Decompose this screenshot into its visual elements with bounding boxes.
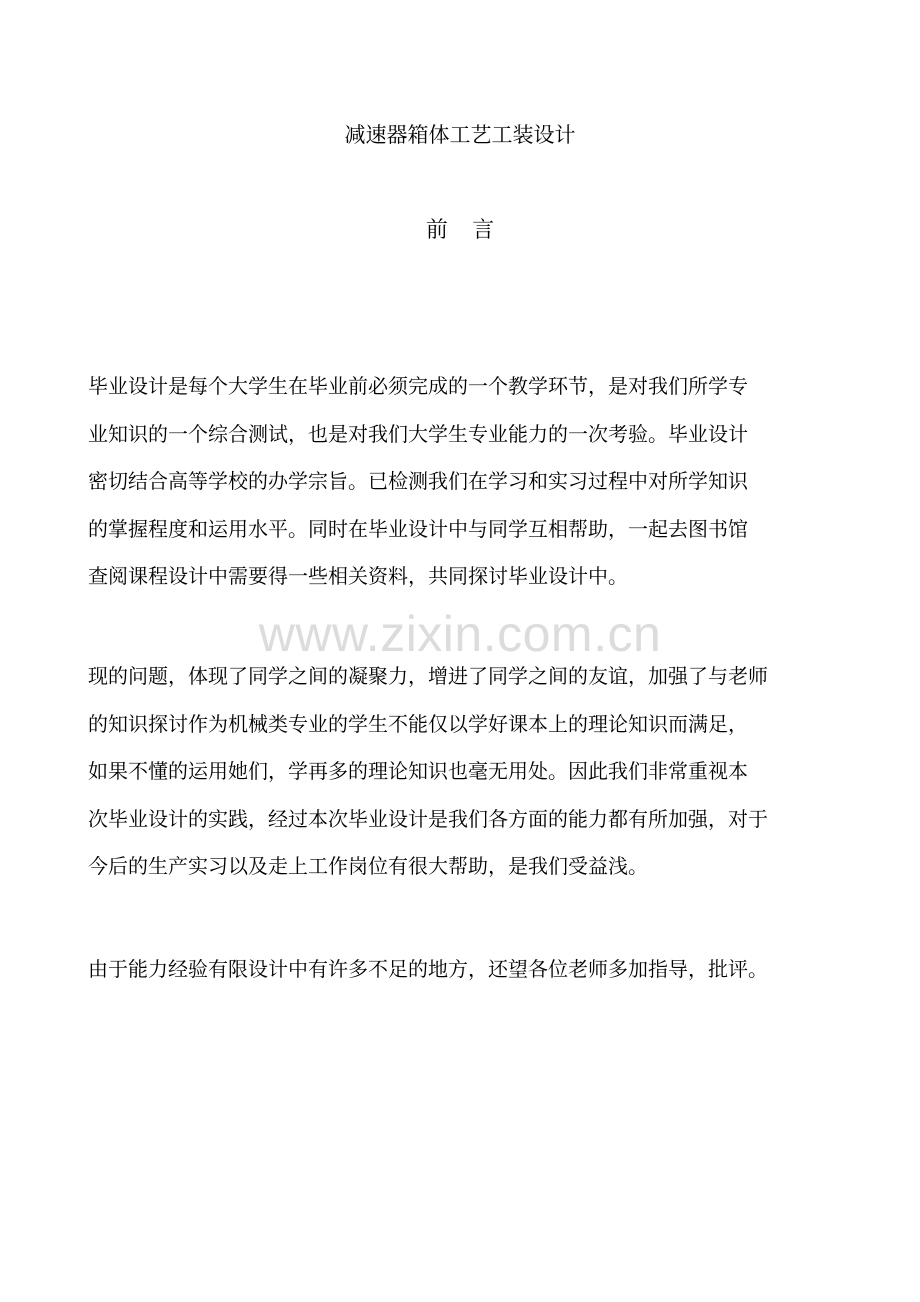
paragraph-line: 业知识的一个综合测试，也是对我们大学生专业能力的一次考验。毕业设计 <box>88 421 748 446</box>
watermark: www.zixin.com.cn <box>258 606 662 662</box>
paragraph-1 <box>88 363 836 601</box>
paragraph-line: 毕业设计是每个大学生在毕业前必须完成的一个教学环节，是对我们所学专 <box>88 374 748 398</box>
paragraph-line: 密切结合高等学校的办学宗旨。已检测我们在学习和实习过程中对所学知识 <box>88 469 748 493</box>
paragraph-line: 的知识探讨作为机械类专业的学生不能仅以学好课本上的理论知识而满足， <box>88 711 748 736</box>
paragraph-line: 今后的生产实习以及走上工作岗位有很大帮助，是我们受益浅。 <box>88 854 648 878</box>
paragraph-line: 现的问题，体现了同学之间的凝聚力，增进了同学之间的友谊，加强了与老师 <box>88 664 768 688</box>
document-title: 减速器箱体工艺工装设计 <box>344 123 576 147</box>
paragraph-line: 次毕业设计的实践，经过本次毕业设计是我们各方面的能力都有所加强，对于 <box>88 806 768 831</box>
paragraph-line: 查阅课程设计中需要得一些相关资料，共同探讨毕业设计中。 <box>88 564 628 588</box>
preface-heading: 前言 <box>425 218 519 243</box>
paragraph-line: 由于能力经验有限设计中有许多不足的地方，还望各位老师多加指导，批评。 <box>88 957 768 981</box>
paragraph-3 <box>88 946 836 994</box>
paragraph-line: 的掌握程度和运用水平。同时在毕业设计中与同学互相帮助，一起去图书馆 <box>88 516 748 541</box>
paragraph-line: 如果不懂的运用她们，学再多的理论知识也毫无用处。因此我们非常重视本 <box>88 759 748 783</box>
paragraph-2 <box>88 653 836 891</box>
